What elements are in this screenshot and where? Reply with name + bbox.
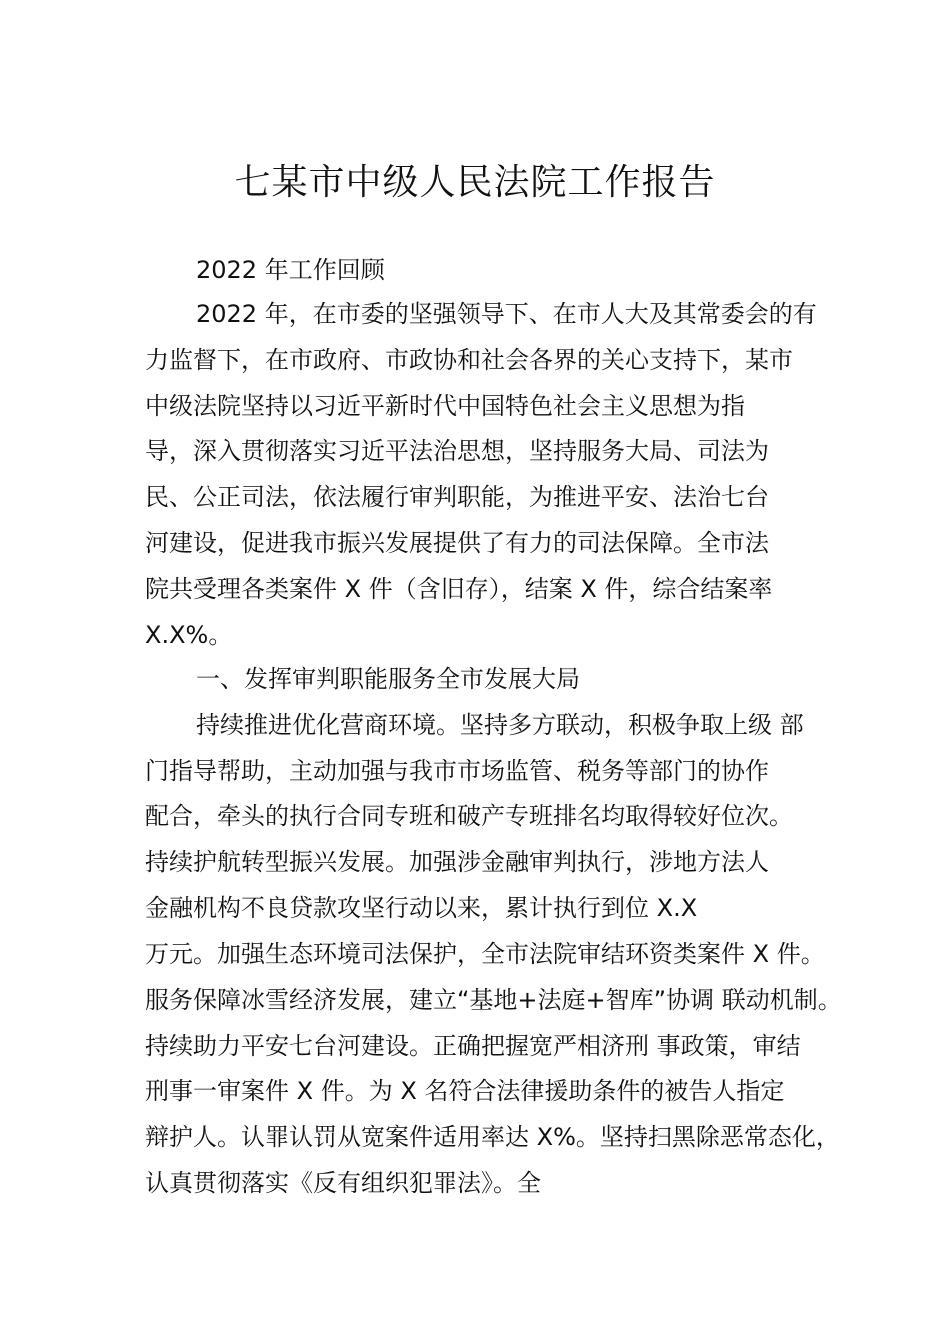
paragraph-line: 中级法院坚持以习近平新时代中国特色社会主义思想为指 [145,392,745,420]
paragraph-line: 2022 年，在市委的坚强领导下、在市人大及其常委会的有 [196,300,817,328]
section-heading-review: 2022 年工作回顾 [196,256,385,284]
paragraph-line: 持续护航转型振兴发展。加强涉金融审判执行，涉地方法人 [145,848,769,876]
paragraph-line: 持续推进优化营商环境。坚持多方联动，积极争取上级 部 [196,711,804,739]
paragraph-line: 刑事一审案件 X 件。为 X 名符合法律援助条件的被告人指定 [145,1077,785,1105]
paragraph-line: 辩护人。认罪认罚从宽案件适用率达 X%。坚持扫黑除恶常态化， [145,1123,840,1151]
paragraph-line: 河建设，促进我市振兴发展提供了有力的司法保障。全市法 [145,529,769,557]
section-heading-1: 一、发挥审判职能服务全市发展大局 [196,665,580,693]
document-title: 七某市中级人民法院工作报告 [234,162,716,203]
paragraph-line: 持续助力平安七台河建设。正确把握宽严相济刑 事政策，审结 [145,1032,801,1060]
paragraph-line: 配合，牵头的执行合同专班和破产专班排名均取得较好位次。 [145,802,793,830]
paragraph-line: 服务保障冰雪经济发展，建立“基地+法庭+智库”协调 联动机制。 [145,986,842,1014]
paragraph-line: X.X%。 [145,621,233,649]
paragraph-line: 力监督下，在市政府、市政协和社会各界的关心支持下，某市 [145,346,793,374]
paragraph-line: 金融机构不良贷款攻坚行动以来，累计执行到位 X.X [145,894,698,922]
paragraph-line: 院共受理各类案件 X 件（含旧存），结案 X 件，综合结案率 [145,575,773,603]
paragraph-line: 民、公正司法，依法履行审判职能，为推进平安、法治七台 [145,483,769,511]
paragraph-line: 导，深入贯彻落实习近平法治思想，坚持服务大局、司法为 [145,437,769,465]
paragraph-line: 认真贯彻落实《反有组织犯罪法》。全 [145,1169,541,1197]
paragraph-line: 万元。加强生态环境司法保护，全市法院审结环资类案件 X 件。 [145,940,825,968]
paragraph-line: 门指导帮助，主动加强与我市市场监管、税务等部门的协作 [145,757,769,785]
